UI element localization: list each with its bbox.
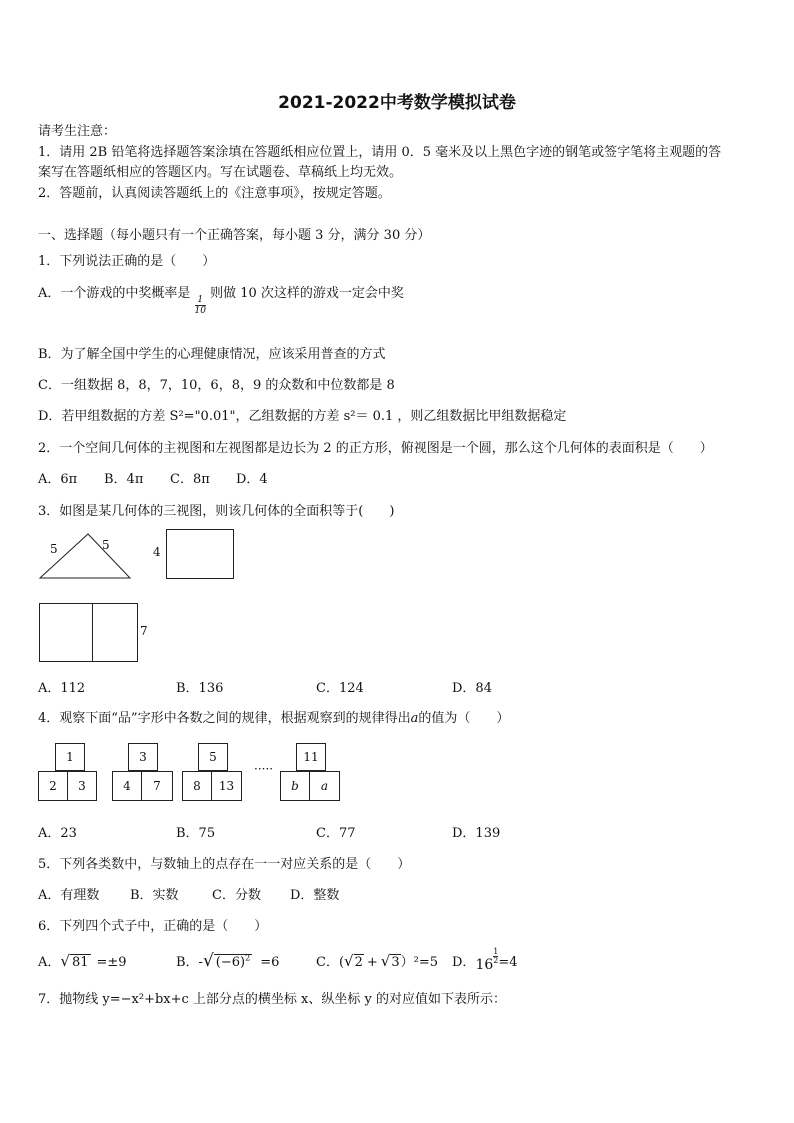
pin-box-left: 8 — [182, 771, 212, 801]
q4-option-d: D．139 — [452, 826, 501, 841]
radicand: 2 — [354, 955, 363, 970]
q1-a-text: A．一个游戏的中奖概率是 — [38, 286, 191, 301]
pin-box-top: 3 — [128, 743, 158, 771]
q6-c-label: C．( — [316, 955, 345, 970]
q6-a-label: A． — [38, 955, 61, 970]
pin-box-right: 3 — [67, 771, 97, 801]
q6-b-label: B．- — [176, 955, 203, 970]
triangle-left-label: 5 — [50, 542, 58, 556]
q4-variable: a — [410, 711, 419, 726]
q1-option-a — [38, 282, 404, 316]
q6-c-tail: ）²=5 — [400, 955, 439, 970]
q5-option-c: C．分数 — [212, 888, 261, 903]
q5-option-d: D．整数 — [290, 888, 340, 903]
q6-d-tail: =4 — [498, 955, 518, 970]
q5-stem: 5．下列各类数中，与数轴上的点存在一一对应关系的是（ ） — [38, 857, 411, 872]
pin-box-right: 7 — [141, 771, 173, 801]
q3-stem: 3．如图是某几何体的三视图，则该几何体的全面积等于( ) — [38, 504, 395, 519]
notice-line-2: 2．答题前，认真阅读答题纸上的《注意事项》，按规定答题。 — [38, 186, 391, 201]
pin-box-right: a — [309, 771, 340, 801]
sqrt-sign: √ — [344, 952, 354, 970]
pin-box-right: 13 — [211, 771, 242, 801]
q6-option-a — [38, 951, 127, 970]
plus-sign: + — [366, 955, 378, 970]
notice-line-1a: 1．请用 2B 铅笔将选择题答案涂填在答题纸相应位置上，请用 0．5 毫米及以上黑色字迹的钢笔或签字笔将主观题的答 — [38, 145, 722, 160]
q4-option-a: A．23 — [38, 826, 77, 841]
q2-option-b: B．4π — [104, 472, 144, 487]
notice-line-1b: 案写在答题纸相应的答题区内。写在试题卷、草稿纸上均无效。 — [38, 165, 403, 180]
radicand: 81 — [71, 955, 89, 970]
q6-option-b — [176, 951, 279, 971]
q6-d-label: D． — [452, 955, 476, 970]
fraction — [195, 295, 206, 316]
pin-box-left: 2 — [38, 771, 68, 801]
q3-option-d: D．84 — [452, 681, 492, 696]
page-title: 2021-2022中考数学模拟试卷 — [278, 93, 516, 113]
sqrt-sign: √ — [60, 952, 70, 970]
q1-option-b: B．为了解全国中学生的心理健康情况，应该采用普查的方式 — [38, 347, 386, 362]
pin-box-top: 11 — [296, 743, 326, 771]
q3-option-c: C．124 — [316, 681, 364, 696]
exponent-numerator: 1 — [493, 947, 499, 956]
q2-stem: 2．一个空间几何体的主视图和左视图都是边长为 2 的正方形，俯视图是一个圆，那么这个几何体的表面积是（ ） — [38, 441, 713, 456]
q1-a-text-post: 则做 10 次这样的游戏一定会中奖 — [210, 286, 404, 301]
q6-option-d — [452, 947, 518, 973]
q6-option-c — [316, 951, 438, 970]
front-view-rect — [39, 603, 138, 662]
pin-box-left: 4 — [112, 771, 142, 801]
triangle-view — [38, 530, 138, 582]
fraction-denominator: 10 — [194, 306, 206, 316]
pin-box-left: b — [280, 771, 310, 801]
sqrt-sign: √ — [202, 951, 214, 971]
rect-side-label: 4 — [153, 545, 161, 559]
front-view-divider — [92, 604, 93, 661]
q2-option-c: C．8π — [170, 472, 210, 487]
exponent-denominator: 2 — [493, 956, 499, 965]
section-heading: 一、选择题（每小题只有一个正确答案，每小题 3 分，满分 30 分） — [38, 228, 431, 243]
power-base: 16 — [475, 957, 494, 973]
q4-option-c: C．77 — [316, 826, 356, 841]
front-side-label: 7 — [140, 624, 148, 638]
notice-heading: 请考生注意： — [38, 124, 117, 139]
pin-box-top: 5 — [198, 743, 228, 771]
side-view-rect — [166, 529, 234, 579]
q4-stem-text: 4．观察下面“品”字形中各数之间的规律，根据观察到的规律得出 — [38, 711, 411, 726]
q3-option-a: A．112 — [38, 681, 86, 696]
q1-option-d: D．若甲组数据的方差 S²="0.01"，乙组数据的方差 s²＝ 0.1 ，则乙组数据比甲组数据稳定 — [38, 409, 567, 424]
fraction-numerator: 1 — [195, 295, 206, 306]
q3-option-b: B．136 — [176, 681, 224, 696]
q5-option-b: B．实数 — [130, 888, 179, 903]
q6-a-tail: =±9 — [96, 955, 127, 970]
radicand-base: (−6) — [215, 955, 246, 970]
ellipsis: ····· — [254, 762, 274, 776]
q4-stem — [38, 707, 509, 726]
q4-option-b: B．75 — [176, 826, 216, 841]
q6-stem: 6．下列四个式子中，正确的是（ ） — [38, 919, 268, 934]
q4-stem-text-post: 的值为（ ） — [418, 711, 510, 726]
radicand — [214, 954, 252, 970]
triangle-right-label: 5 — [102, 538, 110, 552]
exponent: 2 — [245, 953, 251, 963]
q1-stem: 1．下列说法正确的是（ ） — [38, 254, 216, 269]
q7-stem: 7．抛物线 y=−x²+bx+c 上部分点的横坐标 x、纵坐标 y 的对应值如下表所示： — [38, 992, 507, 1007]
pin-box-top: 1 — [55, 743, 85, 771]
q2-option-d: D．4 — [236, 472, 268, 487]
q5-option-a: A．有理数 — [38, 888, 100, 903]
power-exponent-fraction — [493, 948, 498, 965]
sqrt-sign: √ — [380, 952, 391, 970]
radicand: 3 — [391, 955, 400, 970]
q1-option-c: C．一组数据 8，8，7，10，6，8，9 的众数和中位数都是 8 — [38, 378, 395, 393]
q2-option-a: A．6π — [38, 472, 78, 487]
q6-b-tail: =6 — [260, 955, 280, 970]
